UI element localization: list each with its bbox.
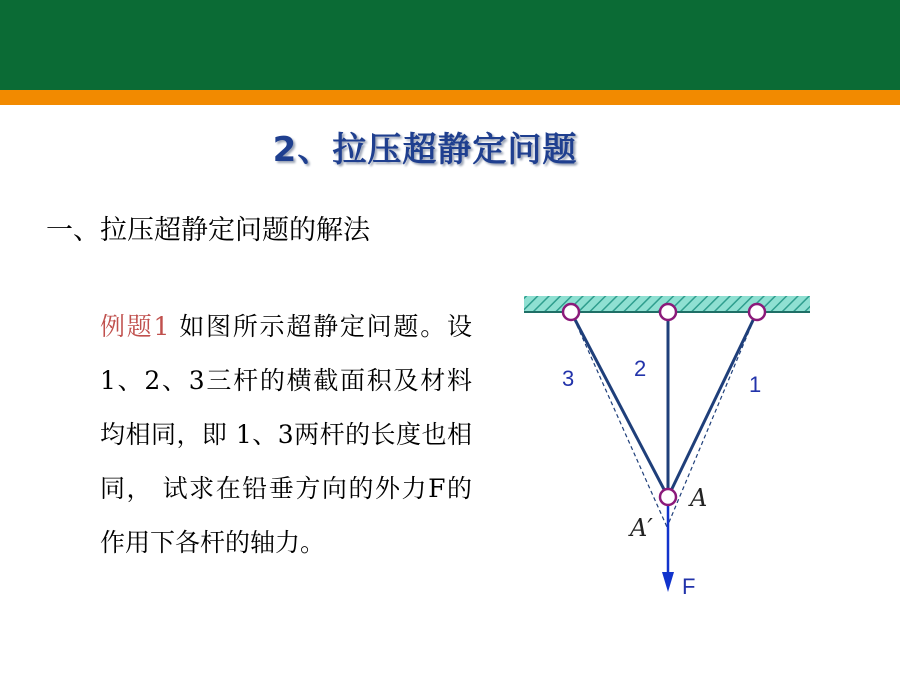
problem-body-text: 如图所示超静定问题。设1、2、3三杆的横截面积及材料均相同，即 1、3两杆的长度也相同， 试求在铅垂方向的外力F的作用下各杆的轴力。 [100,312,472,557]
bar-2-label: 2 [634,356,647,381]
problem-statement [100,300,472,570]
pin-joint-1 [749,304,765,320]
bar-1-deformed [667,312,757,527]
force-arrow-head [662,572,674,592]
force-label: F [682,574,696,599]
example-label: 例题1 [100,312,170,341]
header-accent-bar [0,90,900,105]
bar-1 [668,312,757,497]
pin-joint-3 [563,304,579,320]
node-a-label: A [690,484,708,512]
bar-1-label: 1 [749,372,762,397]
node-a-prime-label: A′ [630,514,653,542]
header-bar [0,0,900,90]
section-heading: 一、拉压超静定问题的解法 [46,215,370,246]
pin-joint-a [660,489,676,505]
pin-joint-2 [660,304,676,320]
truss-diagram [520,290,820,610]
bar-3-deformed [571,312,667,527]
bar-3 [571,312,668,497]
slide-title: 2、拉压超静定问题 [272,130,578,170]
bar-3-label: 3 [562,366,575,391]
